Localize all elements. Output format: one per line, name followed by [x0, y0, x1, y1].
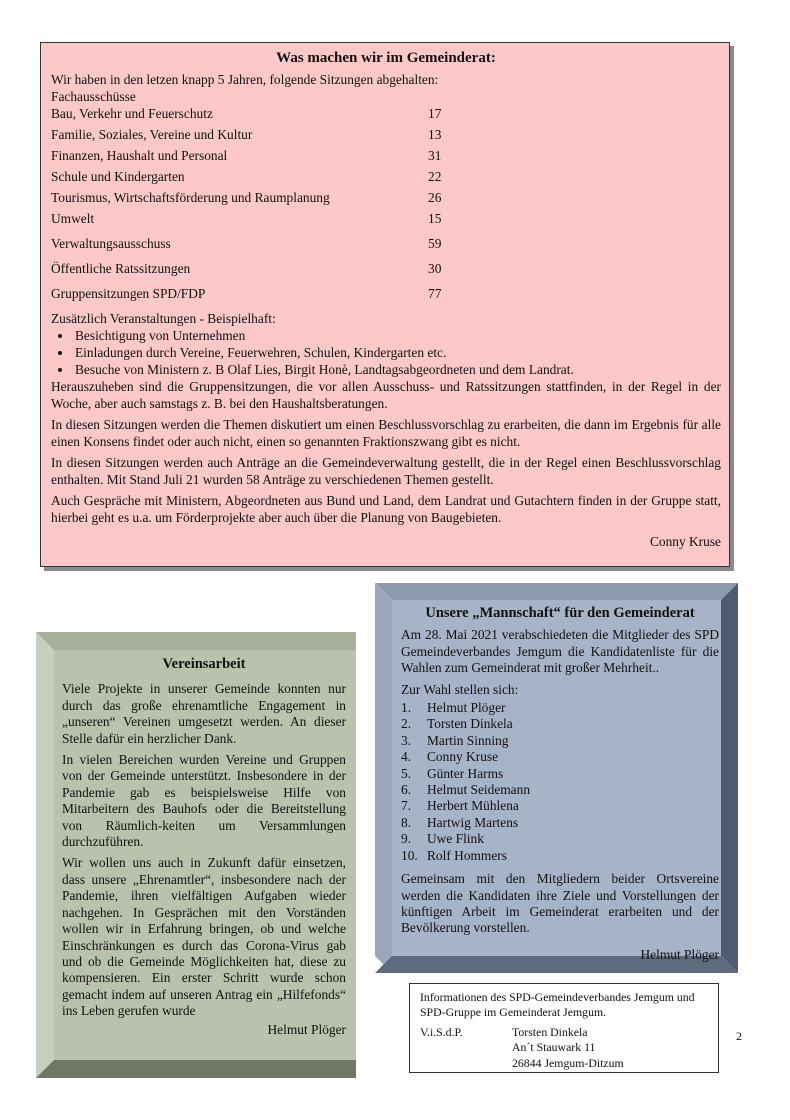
gemeinderat-intro: Wir haben in den letzen knapp 5 Jahren, folgende Sitzungen abgehalten:	[51, 72, 439, 87]
page-number: 2	[736, 1029, 742, 1043]
committee-name: Schule und Kindergarten	[51, 169, 185, 184]
mannschaft-content	[392, 600, 721, 962]
candidates-heading: Zur Wahl stellen sich:	[401, 681, 519, 697]
committee-name: Bau, Verkehr und Feuerschutz	[51, 106, 213, 121]
list-item	[401, 700, 719, 716]
bevel-bottom	[36, 1060, 356, 1078]
author-signature: Conny Kruse	[649, 534, 721, 549]
committee-row	[51, 235, 721, 252]
committee-count: 26	[428, 190, 442, 205]
list-item	[401, 766, 719, 782]
mannschaft-box	[375, 583, 738, 973]
candidate-number: 10.	[401, 847, 418, 863]
vereinsarbeit-title: Vereinsarbeit	[162, 656, 246, 672]
candidate-number: 4.	[401, 749, 412, 765]
imprint-street: An´t Stauwark 11	[512, 1040, 596, 1055]
candidate-name: Günter Harms	[427, 765, 504, 781]
list-item: • Besichtigung von Unternehmen	[73, 327, 721, 344]
candidate-number: 1.	[401, 700, 412, 716]
visdp-label: V.i.S.d.P.	[420, 1024, 463, 1039]
body-paragraph: Viele Projekte in unserer Gemeinde konnten nur durch das große ehrenamtliche Engagement in „unseren“ Vereinen umgesetzt werden. An dieser Stelle dafür ein herzlicher Dank.	[62, 681, 346, 746]
body-paragraph: In vielen Bereichen wurden Vereine und Gruppen von der Gemeinde unterstützt. Insbesondere in der Pandemie gab es beispielsweise Hilfe von Mitarbeitern des Bauhofs oder die Bereitstellung von Räumlich-keiten um Versammlungen durchzuführen.	[62, 752, 346, 850]
vereinsarbeit-content	[54, 650, 356, 1060]
list-item	[401, 848, 719, 864]
list-item	[401, 815, 719, 831]
committee-count: 15	[428, 211, 442, 226]
list-item	[401, 798, 719, 814]
candidate-name: Conny Kruse	[427, 749, 499, 765]
body-paragraph: Auch Gespräche mit Ministern, Abgeordneten aus Bund und Land, dem Landrat und Gutachtern finden in der Gruppe statt, hierbei geht es u.a. um Förderprojekte aber auch über die Planung von Baugebieten.	[51, 493, 721, 525]
bevel-left	[36, 632, 54, 1078]
committee-name: Familie, Soziales, Vereine und Kultur	[51, 127, 253, 142]
candidate-number: 7.	[401, 798, 412, 814]
candidate-name: Uwe Flink	[427, 831, 484, 847]
candidate-name: Martin Sinning	[427, 732, 509, 748]
committee-row	[51, 260, 721, 277]
committee-count: 17	[428, 106, 442, 121]
imprint-text: Informationen des SPD-Gemeindeverbandes Jemgum und SPD-Gruppe im Gemeinderat Jemgum.	[420, 990, 695, 1020]
bevel-top	[375, 583, 738, 600]
body-paragraph: In diesen Sitzungen werden auch Anträge an die Gemeindeverwaltung gestellt, die in der Regel einen Beschlussvorschlag enthalten. Mit Stand Juli 21 wurden 58 Anträge zu verschiedenen Themen gestellt.	[51, 455, 721, 487]
committee-count: 30	[428, 261, 442, 276]
committee-count: 22	[428, 169, 442, 184]
mannschaft-intro: Am 28. Mai 2021 verabschiedeten die Mitglieder des SPD Gemeindeverbandes Jemgum die Kandidatenliste für die Wahlen zum Gemeinderat mit großer Mehrheit..	[401, 627, 719, 676]
committee-row	[51, 189, 721, 206]
candidate-number: 2.	[401, 716, 412, 732]
list-item	[401, 716, 719, 732]
imprint-box	[409, 983, 719, 1073]
committee-row	[51, 147, 721, 164]
committee-list	[51, 105, 721, 302]
author-signature: Helmut Plöger	[267, 1021, 346, 1037]
bevel-right	[721, 583, 738, 973]
body-paragraph: Wir wollen uns auch in Zukunft dafür einsetzen, dass unsere „Ehrenamtler“, insbesondere nach der Pandemie, ihren vielfältigen Aufgaben wieder nachgehen. In Gesprächen mit den Vorständen wollen wir in Erfahrung bringen, ob und welche Einschränkungen es durch das Corona-Virus gab und ob die Gemeinde Möglichkeiten hat, diese zu kompensieren. Ein erster Schritt wurde schon gemacht indem auf unseren Antrag ein „Hilfefonds“ ins Leben gerufen wurde	[62, 855, 346, 1019]
committee-name: Umwelt	[51, 211, 95, 226]
events-heading: Zusätzlich Veranstaltungen - Beispielhaft:	[51, 311, 276, 326]
committee-name: Verwaltungsausschuss	[51, 236, 171, 251]
committee-name: Finanzen, Haushalt und Personal	[51, 148, 228, 163]
visdp-row	[420, 1025, 710, 1040]
list-item	[401, 749, 719, 765]
committee-name: Gruppensitzungen SPD/FDP	[51, 286, 206, 301]
committee-row	[51, 105, 721, 122]
body-paragraph: Herauszuheben sind die Gruppensitzungen, die vor allen Ausschuss- und Ratssitzungen stattfinden, in der Regel in der Woche, aber auch samstags z. B. bei den Haushaltsberatungen.	[51, 379, 721, 411]
committee-row	[51, 285, 721, 302]
list-item: • Einladungen durch Vereine, Feuerwehren, Schulen, Kindergarten etc.	[73, 344, 721, 361]
list-item: • Besuche von Ministern z. B Olaf Lies, Birgit Honè, Landtagsabgeordneten und dem Landrat.	[73, 361, 721, 378]
candidate-name: Helmut Seidemann	[427, 782, 531, 798]
candidate-number: 6.	[401, 782, 412, 798]
events-list	[51, 327, 721, 378]
committee-count: 77	[428, 286, 442, 301]
committee-count: 13	[428, 127, 442, 142]
candidate-number: 8.	[401, 814, 412, 830]
gemeinderat-box	[40, 42, 730, 567]
list-item	[401, 782, 719, 798]
bevel-top	[36, 632, 356, 650]
list-item	[401, 831, 719, 847]
candidate-name: Helmut Plöger	[427, 700, 506, 716]
committees-heading: Fachausschüsse	[51, 89, 136, 104]
list-item	[401, 733, 719, 749]
mannschaft-outro: Gemeinsam mit den Mitgliedern beider Ortsvereine werden die Kandidaten ihre Ziele und Vorstellungen der künftigen Arbeit im Gemeinderat erarbeiten und der Bevölkerung vorstellen.	[401, 871, 719, 936]
vereinsarbeit-box	[36, 632, 356, 1078]
author-signature: Helmut Plöger	[640, 946, 719, 962]
candidate-name: Torsten Dinkela	[427, 716, 513, 732]
candidate-name: Herbert Mühlena	[427, 798, 519, 814]
candidate-number: 5.	[401, 765, 412, 781]
committee-row	[51, 210, 721, 227]
candidate-number: 9.	[401, 831, 412, 847]
candidate-number: 3.	[401, 732, 412, 748]
imprint-name: Torsten Dinkela	[512, 1024, 588, 1039]
mannschaft-title: Unsere „Mannschaft“ für den Gemeinderat	[425, 605, 695, 621]
imprint-city: 26844 Jemgum-Ditzum	[512, 1055, 624, 1070]
candidate-name: Hartwig Martens	[427, 814, 519, 830]
committee-count: 31	[428, 148, 442, 163]
body-paragraph: In diesen Sitzungen werden die Themen diskutiert um einen Beschlussvorschlag zu erarbeiten, die dann im Ergebnis für alle einen Konsens findet oder auch nicht, einen so genannten Fraktionszwang gibt es nicht.	[51, 417, 721, 449]
bevel-left	[375, 583, 392, 973]
committee-count: 59	[428, 236, 442, 251]
candidate-name: Rolf Hommers	[427, 847, 507, 863]
committee-name: Öffentliche Ratssitzungen	[51, 261, 191, 276]
committee-name: Tourismus, Wirtschaftsförderung und Raumplanung	[51, 190, 330, 205]
candidate-list	[401, 700, 719, 864]
gemeinderat-title: Was machen wir im Gemeinderat:	[276, 50, 496, 66]
committee-row	[51, 168, 721, 185]
committee-row	[51, 126, 721, 143]
